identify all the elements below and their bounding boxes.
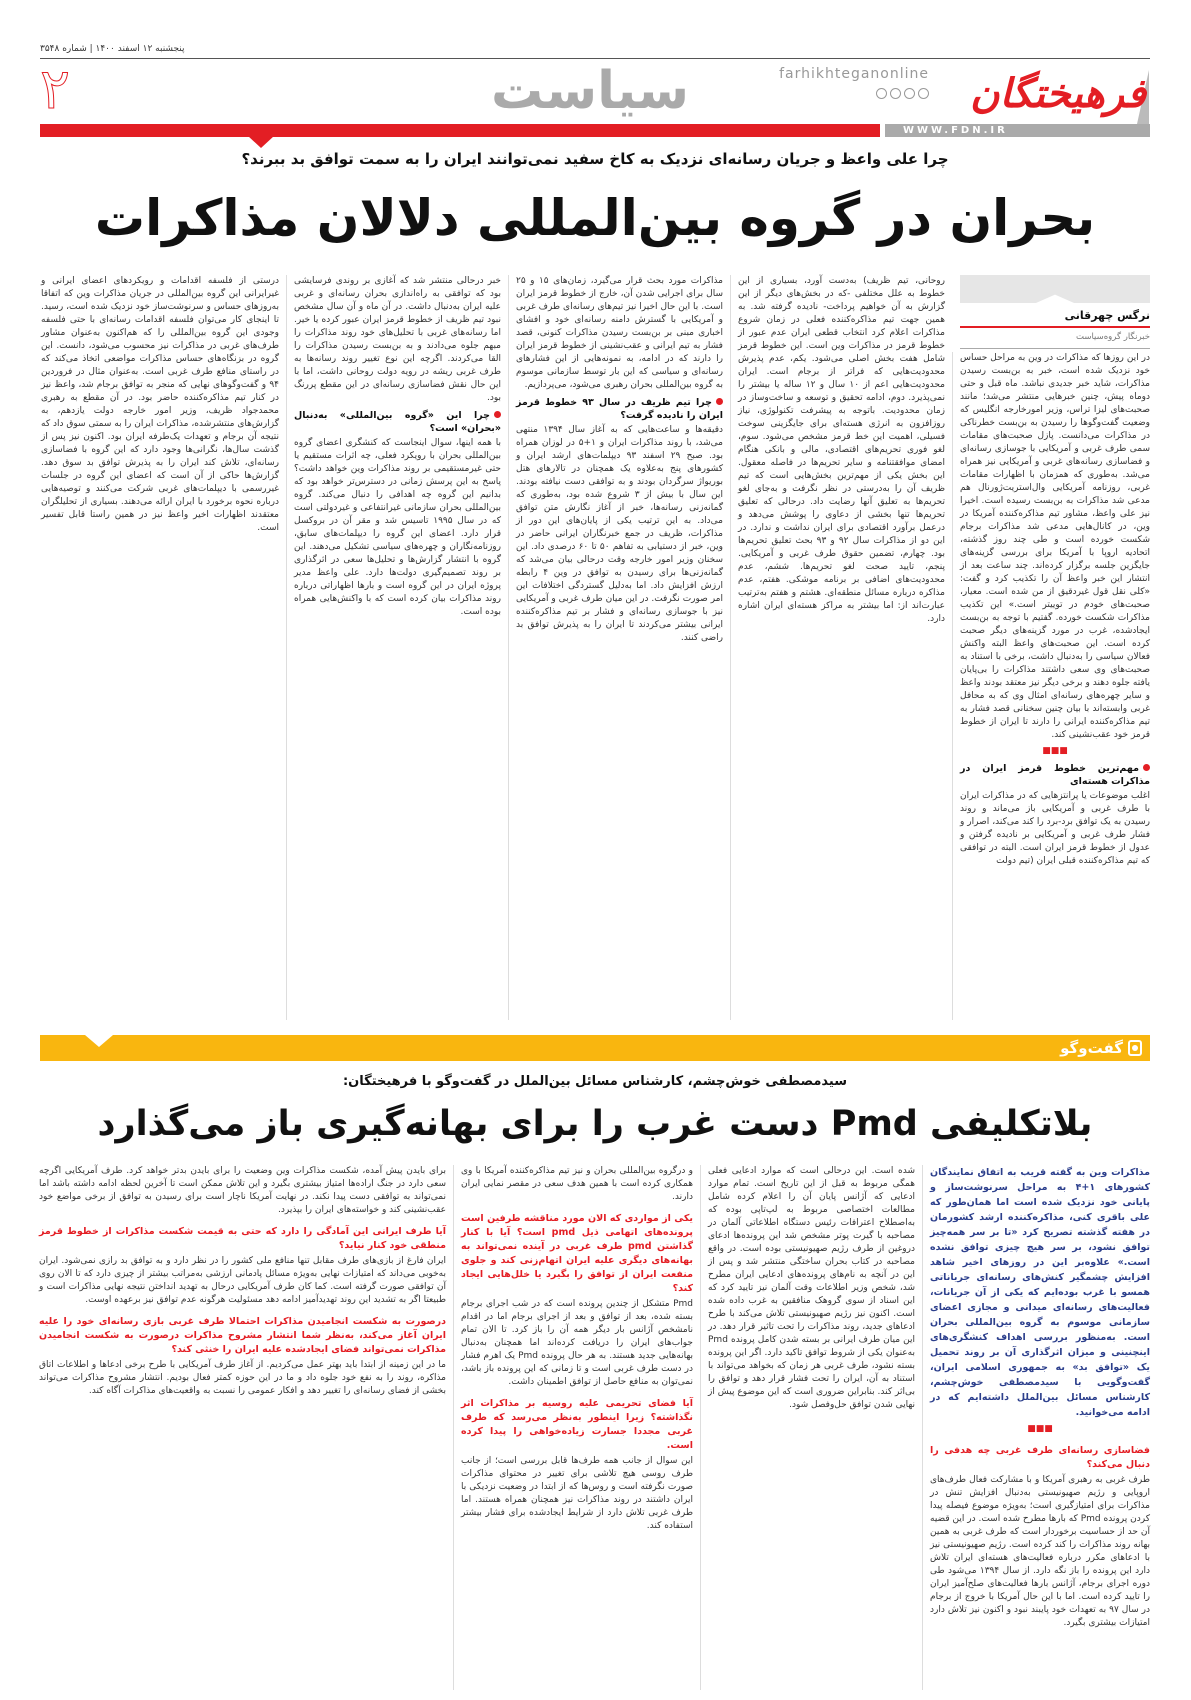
int-cols-column-1 [930, 1165, 1150, 1632]
interview-question: یکی از مواردی که الان مورد مناقشه طرفین است پرونده‌های اتهامی ذیل pmd است؟ آیا با کنار گذاشتن pmd طرف غربی در آینده نمی‌تواند به بهانه‌های دیگری علیه ایران اتهام‌زنی کند و جلوی منفعت ایران از توافق را بگیرد یا خلل‌هایی ایجاد کند؟ [461, 1213, 694, 1294]
subheading [960, 762, 1150, 788]
interview-question: آیا فضای تحریمی علیه روسیه بر مذاکرات اثر نگذاشته؟ زیرا اینطور به‌نظر می‌رسد که طرف غربی مجددا جسارت زیاده‌خواهی را پیدا کرده است. [461, 1398, 693, 1451]
column-rule [453, 1165, 454, 1690]
website-bar: WWW.FDN.IR [885, 124, 1150, 137]
microphone-icon [1128, 1040, 1142, 1056]
body-paragraph: و درگروه بین‌المللی بحران و نیز تیم مذاکره‌کننده آمریکا با وی همکاری کرده است با همین هدف سعی در مقصر نمایی ایران دارند. [461, 1166, 693, 1202]
lead-cols-column-5 [41, 275, 279, 537]
int-cols-column-2 [708, 1165, 915, 1414]
body-paragraph: درستی از فلسفه اقدامات و رویکردهای اعضای ایرانی و غیرایرانی این گروه بین‌المللی در جریان مذاکرات وین که اتفاقا به‌روزهای حساس و سرنوشت‌ساز خود نزدیک شده است، رسید. تا اینجای کار می‌توان فلسفه اقدامات رسانه‌ای با حتی فلسفه وجودی این گروه بین‌المللی را که هم‌اکنون به‌عنوان مشاور طرف‌های غربی در مذاکرات نیز محسوب می‌شود، دانست. این گروه در بزنگاه‌های حساس مذاکرات مواضعی اتخاذ می‌کند که در راستای منافع طرف غربی است. به‌عنوان مثال در فروردین ۹۴ و گفت‌وگوهای نهایی که منجر به توافق برجام شد، واعظ نیز در کنار تیم مذاکره‌کننده حاضر بود. در آن مقطع به رهبری محمدجواد ظریف، وزیر امور خارجه دولت یازدهم، به گزارش‌های منتشرشده، مذاکرات ایران را به سمتی سوق داد که نتیجه آن برجام و تعهدات یک‌طرفه ایران بود. اکنون نیز پس از گذشت سال‌ها، نگرانی‌ها وجود دارد که این گروه با فضاسازی رسانه‌ای، تلاش کند ایران را به پذیرش توافق بد سوق دهد. گزارش‌ها حاکی از آن است که اعضای این گروه در جلسات غیررسمی با دیپلمات‌های غربی شرکت می‌کنند و توصیه‌هایی درباره نحوه برخورد با ایران ارائه می‌دهند. بسیاری از تحلیلگران معتقدند اظهارات اخیر واعظ نیز در همین راستا قابل تفسیر است. [41, 276, 279, 533]
section-separator: ■■■ [1027, 1424, 1053, 1434]
lead-cols-column-3 [516, 275, 723, 647]
interview-section-label: گفت‌وگو [1060, 1039, 1123, 1057]
twitter-icon [904, 88, 915, 99]
interview-kicker: سیدمصطفی خوش‌چشم، کارشناس مسائل بین‌الملل در گفت‌وگو با فرهیختگان: [342, 1074, 848, 1089]
newspaper-logo: فرهیختگان [970, 70, 1146, 117]
subheading [294, 409, 501, 435]
lead-cols-column-2 [738, 275, 945, 628]
body-paragraph: خبر درحالی منتشر شد که آغازی بر روندی فرسایشی بود که توافقی به راه‌اندازی بحران رسانه‌ای و غربی علیه ایران به‌دنبال داشت. در آن ماه و آن سال مشخص نبود تیم ظریف از خطوط قرمز ایران عبور کرده یا خیر. اما رسانه‌های غربی با تحلیل‌های خود روند مذاکرات را مبهم جلوه می‌دادند و به بن‌بست رسیدن مذاکرات را القا می‌کردند. اگرچه این نوع تغییر روند رسانه‌ها به طرف غربی ریشه در رویه دولت روحانی داشت، اما با این حال نقش فضاسازی رسانه‌ای در این مقطع پررنگ بود. [294, 276, 501, 403]
social-handle: farhikhteganonline [779, 66, 929, 82]
interview-question: درصورت به شکست انجامیدن مذاکرات احتمالا طرف غربی بازی رسانه‌ای خود را علیه ایران آغاز می‌کند، به‌نظر شما انتشار مشروح مذاکرات درصورت به شکست انجامیدن مذاکرات نمی‌تواند فضای ایجادشده علیه ایران را خنثی کند؟ [39, 1316, 446, 1355]
subheading-text: مهم‌ترین خطوط قرمز ایران در مذاکرات هسته‌ای [960, 763, 1150, 787]
page-number: ۲ [40, 57, 71, 122]
body-paragraph: این سوال از جانب همه طرف‌ها قابل بررسی است؛ از جانب طرف روسی هیچ تلاشی برای تغییر در محتوای مذاکرات صورت نگرفته است و روس‌ها که از ابتدا در وضعیت نزدیکی با ایران داشتند در روند مذاکرات نیز همچنان همراه هستند. اما طرف غربی تلاش دارد از شرایط ایجادشده برای فشار بیشتر استفاده کند. [461, 1456, 693, 1531]
aparat-icon [918, 88, 929, 99]
body-paragraph: در این روزها که مذاکرات در وین به مراحل حساس خود نزدیک شده است، خبر به بن‌بست رسیدن مذاکرات، شاید خبر جدیدی نباشد. ماه قبل و حتی دوماه پیش، چنین خبرهایی منتشر می‌شد؛ مانند صحبت‌های لیزا تراس، وزیر امورخارجه انگلیس که وضعیت گفت‌وگوها را رسیدن به بن‌بست خطرناکی در مذاکرات می‌دانست. پازل صحبت‌های مقامات سمی طرف غربی و آمریکایی با جوسازی رسانه‌ای و فضاسازی رسانه‌های غربی و آمریکایی نیز همراه می‌شد. به‌طوری که همزمان با اظهارات مقامات غربی، روزنامه آمریکایی وال‌استریت‌ژورنال هم مدعی شد مذاکرات به بن‌بست رسیده است. اخیرا نیز علی واعظ، مشاور تیم مذاکره‌کننده آمریکا در وین، در کانال‌هایی مدعی شد مذاکرات برجام شکست خورده است و طی چند روز گذشته، اتحادیه اروپا با آمریکا برای بررسی گزینه‌های جایگزین جلسه برگزار کرده‌اند. چند ساعت بعد از انتشار این خبر واعظ آن را تکذیب کرد و گفت: «کلی نقل قول غیردقیق از من شده است. معیار، صحبت‌های خودم در توییتر است.» این تکذیب مذاکرات شکست خورده. گفتیم با توجه به بن‌بست ایجادشده، غرب در مورد گزینه‌های دیگر صحبت کرده است. این صحبت‌های واعظ البته واکنش فعالان سیاسی را به‌دنبال داشت، برخی با استناد به صحبت‌های وی سعی داشتند مذاکرات را بی‌پایان یافته جلوه دهند و برخی دیگر نیز معتقد بودند واعظ و سایر چهره‌های رسانه‌ای امثال وی که به محافل غربی وابسته‌اند با بیان چنین سخنانی قصد فشار به تیم مذاکره‌کننده ایرانی را دارند تا ایران از خطوط قرمز خود عقب‌نشینی کند. [960, 353, 1150, 740]
lead-cols-column-1 [960, 352, 1150, 870]
bullet-icon [1143, 764, 1150, 771]
body-paragraph: ما در این زمینه از ابتدا باید بهتر عمل می‌کردیم. از آغاز طرف آمریکایی با طرح برخی ادعاها و اطلاعات اتاق مذاکره، روند را به نفع خود جلوه داد و ما در این حوزه کمتر فعال بودیم. انتشار مشروح مذاکرات می‌تواند بخشی از فضای رسانه‌ای را تغییر دهد و افکار عمومی را نسبت به واقعیت‌های مذاکرات آگاه کند. [39, 1360, 446, 1396]
interview-question: آیا طرف ایرانی این آمادگی را دارد که حتی به قیمت شکست مذاکرات از خطوط قرمز منطقی خود کنار نیاید؟ [39, 1226, 446, 1251]
issue-date: پنجشنبه ۱۲ اسفند ۱۴۰۰ | شماره ۳۵۴۸ [40, 44, 185, 54]
body-paragraph: Pmd متشکل از چندین پرونده است که در شب اجرای برجام بسته شده، بعد از توافق و بعد از اجرای برجام اما در اقدام نامشخص آژانس بار دیگر همه آن را باز کرد. تا الان تمام جواب‌های ایران را دریافت کرده‌اند اما همچنان به‌دنبال بهانه‌هایی جدید هستند. به هر حال پرونده Pmd یک اهرم فشار در دست طرف غربی است و تا زمانی که این پرونده باز باشد، نمی‌توان به منافع حاصل از توافق اطمینان داشت. [461, 1299, 693, 1387]
column-rule [952, 352, 953, 1020]
int-cols-column-4 [39, 1165, 446, 1400]
body-paragraph: دقیقه‌ها و ساعت‌هایی که به آغاز سال ۱۳۹۴ منتهی می‌شد، با روند مذاکرات ایران و ۱+۵ در لوزان همراه بود. صبح ۲۹ اسفند ۹۳ دیپلمات‌های ارشد ایران و کشورهای پنج به‌علاوه یک همچنان در تالارهای هتل بوریواژ سرگردان بودند و به توافقی دست نیافته بودند. این سال با بیش از ۳ شروع شده بود، به‌طوری که گمانه‌زنی رسانه‌ها، خبر از آغاز نگارش متن توافق می‌داد. به این ترتیب یکی از پایان‌های این دور از مذاکرات، ظریف در جمع خبرنگاران ایرانی حاضر در وین، خبر از دستیابی به تفاهم ۵۰ تا ۶۰ درصدی داد. این سخنان وزیر امور خارجه وقت درحالی بیان می‌شد که گمانه‌زنی‌ها برای رسیدن به توافق در وین ۴ رابطه ارزش افزایش داد. اما به‌دلیل گستردگی اختلافات این امر صورت نگرفت. در این میان طرف غربی و آمریکایی نیز با جوسازی رسانه‌ای و فشار بر تیم مذاکره‌کننده ایرانی بیشتر می‌کردند تا ایران را به پذیرش توافق بد راضی کنند. [516, 425, 724, 643]
author-name: نرگس چهرقانی [960, 309, 1150, 328]
subheading-text: چرا این «گروه بین‌المللی» به‌دنبال «بحران» است؟ [294, 410, 501, 434]
social-icons [876, 88, 929, 99]
interview-section-bar [40, 1035, 1150, 1061]
subheading-text: چرا تیم ظریف در سال ۹۳ خطوط قرمز ایران را نادیده گرفت؟ [516, 397, 723, 421]
author-photo-placeholder [960, 275, 1150, 303]
body-paragraph: با همه اینها، سوال اینجاست که کنشگری اعضای گروه بین‌المللی بحران با رویکرد فعلی، چه اثرات مستقیم یا حتی غیرمستقیمی بر روند مذاکرات وین خواهد داشت؟ پاسخ به این پرسش زمانی در دسترس‌تر خواهد بود که بدانیم این گروه چه اهدافی را دنبال می‌کند. گروه بین‌المللی بحران سازمانی غیرانتفاعی و غیردولتی است که در سال ۱۹۹۵ تاسیس شد و مقر آن در بروکسل قرار دارد. اعضای این گروه را دیپلمات‌های سابق، روزنامه‌نگاران و چهره‌های سیاسی تشکیل می‌دهند. این گروه با انتشار گزارش‌ها و تحلیل‌ها سعی در اثرگذاری بر روند تصمیم‌گیری دولت‌ها دارد. علی واعظ مدیر پروژه ایران در این گروه است و بارها اظهاراتی درباره روند مذاکرات بیان کرده است که با واکنش‌هایی همراه بوده است. [294, 438, 501, 617]
lead-cols-column-4 [294, 275, 501, 621]
lead-headline: بحران در گروه بین‌المللی دلالان مذاکرات [94, 189, 1096, 247]
body-paragraph: طرف غربی به رهبری آمریکا و با مشارکت فعال طرف‌های اروپایی و رژیم صهیونیستی به‌دنبال افزایش تنش در مذاکرات برای امتیازگیری است؛ به‌ویژه موضوع فیصله پیدا کردن پرونده Pmd که بارها مطرح شده است. در این قضیه آن حد از حساسیت برخوردار است که طرف غربی به همین بهانه روند مذاکرات را کند کرده است. رژیم صهیونیستی نیز با ادعاهای مکرر درباره فعالیت‌های هسته‌ای ایران تلاش دارد این پرونده را باز نگه دارد. از سال ۱۳۹۴ می‌شود طی دوره اجرای برجام، آژانس بارها فعالیت‌های صلح‌آمیز ایران را تایید کرده است. اما با این حال آمریکا با خروج از برجام در سال ۹۷ به تعهدات خود پایبند نبود و اکنون نیز تلاش دارد امتیازات بیشتری بگیرد. [930, 1475, 1150, 1628]
body-paragraph: اغلب موضوعات یا پرانتزهایی که در مذاکرات ایران با طرف غربی و آمریکایی باز می‌ماند و روند رسیدن به یک توافق برد-برد را کند می‌کند، اصرار و فشار طرف غربی و آمریکایی بر نادیده گرفتن و عدول از خطوط قرمز ایران است. البته در توافقی که تیم مذاکره‌کننده قبلی ایران (تیم دولت [960, 791, 1150, 866]
interview-question: فضاسازی رسانه‌ای طرف غربی چه هدفی را دنبال می‌کند؟ [930, 1445, 1150, 1470]
column-rule [286, 275, 287, 1020]
body-paragraph: روحانی، تیم ظریف) به‌دست آورد، بسیاری از این خطوط به علل مختلفی -که در بخش‌های دیگر از این گزارش به آن خواهیم پرداخت- نادیده گرفته شد. به همین جهت تیم مذاکره‌کننده فعلی در زمان شروع مذاکرات اعلام کرد انتخاب قطعی ایران عدم عبور از خطوط قرمز در مذاکرات وین است. این خطوط قرمز شامل هفت بخش اصلی می‌شود. یکم، عدم پذیرش محدودیت‌هایی که فراتر از برجام است. ایران محدودیت‌هایی اعم از ۱۰ سال و ۱۲ ساله یا بیشتر را نمی‌پذیرد. دوم، ادامه تحقیق و توسعه و ساخت‌وساز در زمان محدودیت. باتوجه به پیشرفت تکنولوژی، نیاز روزافزون به انرژی هسته‌ای برای جایگزینی سوخت فسیلی، اهمیت این خط قرمز مشخص می‌شود. سوم، لغو فوری تحریم‌های اقتصادی، مالی و بانکی هنگام امضای موافقتنامه و سایر تحریم‌ها در فاصله معقول. این بخش یکی از مهم‌ترین بخش‌هایی است که تیم ظریف آن را به‌درستی در نظر نگرفت و به‌جای لغو تحریم‌ها به تعلیق آنها رضایت داد. درحالی که تعلیق تحریم‌ها تنها بخشی از دعاوی را پوشش می‌دهد و درعمل برآورد اقتصادی برای ایران نداشت و ندارد. در این دو از مذاکرات سال ۹۲ و ۹۳ بحث تعلیق تحریم‌ها بود. چهارم، تضمین حقوق طرف غربی و آمریکایی. پنجم، تایید صحت لغو تحریم‌ها. ششم، عدم محدودیت‌های اضافی بر برنامه موشکی. هفتم، عدم مذاکره درباره مسائل منطقه‌ای. هشتم و هفتم به‌ترتیب عبارت‌اند از: اما بیشتر به مراکز هسته‌ای ایران اشاره دارد. [738, 276, 945, 624]
telegram-icon [890, 88, 901, 99]
bullet-icon [494, 411, 501, 418]
author-role: خبرنگار گروه‌سیاست [960, 328, 1150, 349]
banner-pointer [248, 136, 274, 148]
bullet-icon [716, 398, 723, 405]
column-rule [922, 1165, 923, 1690]
author-box [960, 275, 1150, 349]
lead-kicker: چرا علی واعظ و جریان رسانه‌ای نزدیک به کاخ سفید نمی‌توانند ایران را به سمت توافق بد ببرند؟ [241, 150, 949, 168]
body-paragraph: مذاکرات مورد بحث قرار می‌گیرد، زمان‌های ۱۵ و ۲۵ سال برای اجرایی شدن آن، خارج از خطوط قرمز ایران است. با این حال اخیرا نیز تیم‌های رسانه‌ای طرف غربی و آمریکایی با گسترش دامنه رسانه‌ای خود و افشای اخباری مبنی بر بن‌بست رسیدن مذاکرات کنونی، قصد فشار به تیم ایرانی و عقب‌نشینی از خطوط قرمز ایران را دارند که در ادامه، به نمونه‌هایی از این فشارهای رسانه‌ای و سیاسی که این بار توسط سازمانی موسوم به گروه بین‌المللی بحران رهبری می‌شود، می‌پردازیم. [516, 276, 723, 390]
top-rule [40, 58, 1150, 59]
body-paragraph: ایران فارغ از بازی‌های طرف مقابل تنها منافع ملی کشور را در نظر دارد و به توافق بد رازی نمی‌شود. ایران به‌خوبی می‌داند که امتیازات نهایی به‌ویژه مسائل پادمانی ارزشی به‌مراتب بیشتر از چیزی دارد که تا الان روی آن توافقی صورت گرفته است. کما کان طرف آمریکایی درحال به تهدید انداختن نتیجه نهایی مذاکرات است و طبیعتا اگر به تشدید این روند تهدیدآمیز ادامه دهد مسئولیت هرگونه عدم توافق نیز برعهده اوست. [39, 1256, 446, 1305]
red-banner [40, 124, 880, 137]
column-rule [508, 275, 509, 1020]
bar-notch [85, 1035, 113, 1047]
body-paragraph: شده است. این درحالی است که موارد ادعایی فعلی همگی مربوط به قبل از این تاریخ است. تمام موارد ادعایی که آژانس پایان آن را اعلام کرده شامل مطالعات اختصاصی مربوط به لپ‌تاپی بوده که به‌اصطلاح اعترافات رئیس دستگاه اطلاعاتی آلمان در مصاحبه با گیرت پوتر مشخص شد این پرونده‌ها ادعای دروغین از طرف رژیم صهیونیستی بوده است. در واقع مصاحبه در کتاب بحران ساختگی منتشر شد و پس از این در آنچه به نام‌های پرونده‌های ادعایی ایران مطرح شد، شخص وزیر اطلاعات وقت آلمان نیز تایید کرد که این اسناد از سوی گروهک منافقین به غرب داده شده است. اکنون نیز رژیم صهیونیستی تلاش می‌کند با طرح ادعاهای جدید، روند مذاکرات را تحت تاثیر قرار دهد. در این میان طرف ایرانی بر بسته شدن کامل پرونده Pmd به‌عنوان یکی از شروط توافق تاکید دارد. اگر این پرونده بسته نشود، طرف غربی هر زمان که بخواهد می‌تواند با استناد به آن، ایران را تحت فشار قرار دهد و توافق را بی‌اثر کند. بنابراین ضروری است که این موضوع پیش از نهایی شدن توافق حل‌وفصل شود. [708, 1166, 915, 1410]
interview-intro: مذاکرات وین به گفته قریب به اتفاق نمایندگان کشورهای ۱+۴ به مراحل سرنوشت‌ساز و پایانی خود نزدیک شده است اما همان‌طور که علی باقری کنی، مذاکره‌کننده ارشد کشورمان در هفته گذشته تصریح کرد «تا بر سر همه‌چیز توافق نشود، بر سر هیچ چیزی توافق نشده است.» علاوه‌بر این در روزهای اخیر شاهد افزایش چشمگیر کنش‌های رسانه‌ای جریاناتی همسو با غرب بوده‌ایم که یکی از آن جریانات، فعالیت‌های رسانه‌ای میدانی و مجازی اعضای سازمانی موسوم به گروه بین‌المللی بحران است. به‌منظور بررسی اهداف کنشگری‌های اینچنینی و میزان اثرگذاری آن بر روند تحمیل یک «توافق بد» به جمهوری اسلامی ایران، گفت‌وگویی با سیدمصطفی خوش‌چشم، کارشناس مسائل بین‌الملل داشته‌ایم که در ادامه می‌خوانید. [930, 1167, 1151, 1418]
column-rule [730, 275, 731, 1020]
section-separator: ■■■ [1042, 746, 1068, 756]
int-cols-column-3 [461, 1165, 693, 1535]
instagram-icon [876, 88, 887, 99]
subheading [516, 396, 723, 422]
body-paragraph: برای بایدن پیش آمده، شکست مذاکرات وین وضعیت را برای بایدن بدتر خواهد کرد. طرف آمریکایی اگرچه سعی دارد در جنگ اراده‌ها امتیاز بیشتری بگیرد و این تلاش ممکن است تا آخرین لحظه ادامه داشته باشد اما نمی‌تواند به توافقی دست پیدا نکند. در نهایت آمریکا ناچار است برای رسیدن به توافق از برخی مواضع خود عقب‌نشینی کند و خواسته‌های ایران را بپذیرد. [39, 1166, 446, 1215]
interview-headline: بلاتکلیفی Pmd دست غرب را برای بهانه‌گیری باز می‌گذارد [97, 1104, 1093, 1144]
section-title: سیاست [490, 61, 690, 121]
column-rule [700, 1165, 701, 1690]
